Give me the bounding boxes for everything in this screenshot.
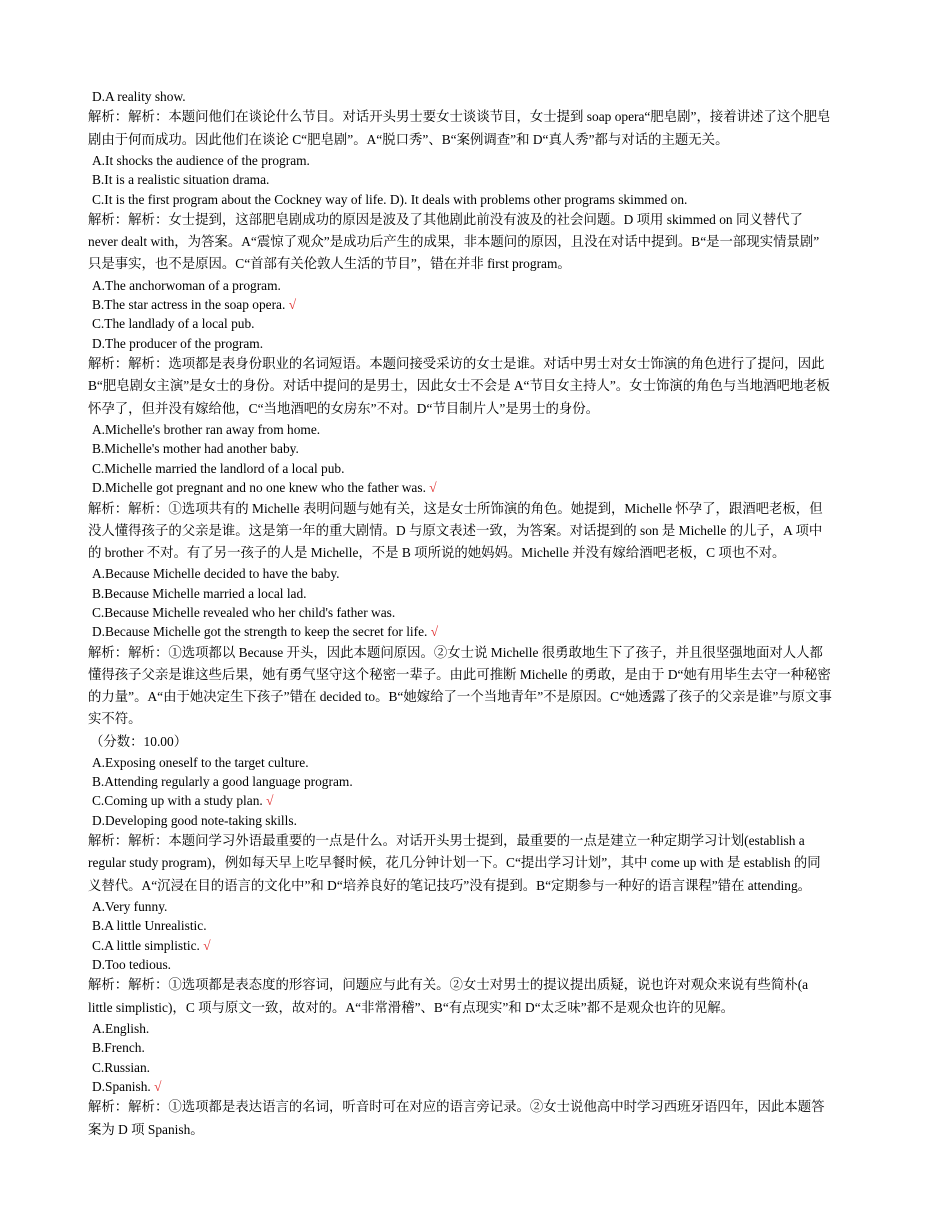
- question-score: （分数：10.00）: [90, 733, 188, 749]
- answer-option: [88, 897, 868, 916]
- correct-check-icon: √: [429, 480, 437, 496]
- option-text: D.A reality show.: [92, 89, 186, 104]
- document-page: [88, 87, 868, 1141]
- analysis-paragraph: [88, 209, 868, 276]
- answer-option: [88, 334, 868, 353]
- option-text: D.Because Michelle got the strength to keep the secret for life.: [92, 624, 428, 640]
- option-text: A.Michelle's brother ran away from home.: [92, 421, 321, 437]
- answer-option: [88, 151, 868, 170]
- analysis-line: 的力量”。A“由于她决定生下孩子”错在 decided to。B“她嫁给了一个当地青年”不是原因。C“她透露了孩子的父亲是谁”与原文事: [88, 689, 832, 705]
- answer-option: [88, 936, 868, 955]
- answer-option: [88, 170, 868, 189]
- analysis-line: 剧由于何而成功。因此他们在谈论 C“肥皂剧”。A“脱口秀”、B“案例调查”和 D“真人秀”都与对话的主题无关。: [88, 131, 729, 147]
- analysis-paragraph: [88, 353, 868, 420]
- option-text: A.Exposing oneself to the target culture.: [92, 754, 309, 770]
- answer-option: [88, 603, 868, 622]
- answer-option: [88, 190, 868, 209]
- answer-option: [88, 916, 868, 935]
- analysis-line: 解析：解析：本题问学习外语最重要的一点是什么。对话开头男士提到，最重要的一点是建立一种定期学习计划(establish a: [88, 833, 805, 849]
- answer-option: [88, 87, 868, 106]
- analysis-line: 解析：解析：①选项都是表达语言的名词，听音时可在对应的语言旁记录。②女士说他高中时学习西班牙语四年，因此本题答: [88, 1099, 825, 1115]
- option-text: D.Developing good note-taking skills.: [92, 812, 297, 828]
- answer-option: [88, 1077, 868, 1096]
- option-text: B.It is a realistic situation drama.: [92, 172, 270, 188]
- option-text: C.The landlady of a local pub.: [92, 316, 255, 332]
- answer-option: [88, 420, 868, 439]
- option-text: B.Attending regularly a good language program.: [92, 773, 353, 789]
- option-text: C.Michelle married the landlord of a local pub.: [92, 460, 345, 476]
- answer-option: [88, 791, 868, 810]
- correct-check-icon: √: [266, 793, 274, 809]
- correct-check-icon: √: [203, 937, 211, 953]
- answer-option: [88, 439, 868, 458]
- analysis-line: 解析：解析：女士提到，这部肥皂剧成功的原因是波及了其他剧此前没有波及的社会问题。D 项用 skimmed on 同义替代了: [88, 212, 803, 228]
- option-text: A.It shocks the audience of the program.: [92, 152, 310, 168]
- correct-check-icon: √: [430, 624, 439, 640]
- analysis-line: 解析：解析：①选项共有的 Michelle 表明问题与她有关，这是女士所饰演的角色。她提到，Michelle 怀孕了，跟酒吧老板，但: [88, 500, 823, 516]
- option-text: B.A little Unrealistic.: [92, 918, 207, 934]
- analysis-line: 怀孕了，但并没有嫁给他，C“当地酒吧的女房东”不对。D“节目制片人”是男士的身份。: [88, 400, 600, 416]
- analysis-line: 解析：解析：选项都是表身份职业的名词短语。本题问接受采访的女士是谁。对话中男士对女士饰演的角色进行了提问，因此: [88, 356, 825, 372]
- analysis-line: 懂得孩子父亲是谁这些后果，她有勇气坚守这个秘密一辈子。由此可推断 Michelle 的勇敢，是由于 D“她有用毕生去守一种秘密: [88, 666, 831, 682]
- option-text: D.Michelle got pregnant and no one knew who the father was.: [92, 480, 426, 496]
- analysis-line: 义替代。A“沉浸在目的语言的文化中”和 D“培养良好的笔记技巧”没有提到。B“定期参与一种好的语言课程”错在 attending。: [88, 877, 812, 893]
- option-text: A.Because Michelle decided to have the baby.: [92, 566, 340, 582]
- analysis-line: 解析：解析：①选项都以 Because 开头，因此本题问原因。②女士说 Michelle 很勇敢地生下了孩子，并且很坚强地面对人人都: [88, 644, 823, 660]
- analysis-paragraph: [88, 1096, 868, 1140]
- analysis-paragraph: [88, 106, 868, 150]
- option-text: A.Very funny.: [92, 898, 168, 914]
- option-text: A.English.: [92, 1020, 150, 1036]
- answer-option: [88, 295, 868, 314]
- analysis-line: 的 brother 不对。有了另一孩子的人是 Michelle，不是 B 项所说的她妈妈。Michelle 并没有嫁给酒吧老板，C 项也不对。: [88, 544, 786, 560]
- correct-check-icon: √: [154, 1079, 162, 1095]
- option-text: C.Because Michelle revealed who her child's father was.: [92, 604, 396, 620]
- analysis-line: never dealt with，为答案。A“震惊了观众”是成功后产生的成果，非本题问的原因，且没在对话中提到。B“是一部现实情景剧”: [88, 234, 820, 250]
- answer-option: [88, 753, 868, 772]
- option-text: C.Coming up with a study plan.: [92, 793, 263, 809]
- option-text: C.A little simplistic.: [92, 937, 200, 953]
- answer-option: [88, 459, 868, 478]
- option-text: D.Spanish.: [92, 1079, 151, 1095]
- answer-option: [88, 772, 868, 791]
- answer-option: [88, 622, 868, 641]
- answer-option: [88, 1019, 868, 1038]
- option-text: B.The star actress in the soap opera.: [92, 297, 286, 313]
- analysis-paragraph: [88, 642, 868, 731]
- option-text: B.Michelle's mother had another baby.: [92, 441, 299, 457]
- answer-option: [88, 564, 868, 583]
- answer-option: [88, 314, 868, 333]
- option-text: C.Russian.: [92, 1059, 151, 1075]
- option-text: C.It is the first program about the Cockney way of life. D). It deals with problems other programs skimmed on.: [92, 191, 688, 207]
- answer-option: [88, 584, 868, 603]
- analysis-line: 案为 D 项 Spanish。: [88, 1121, 204, 1137]
- answer-option: [88, 1058, 868, 1077]
- analysis-line: 实不符。: [88, 711, 142, 727]
- option-text: D.Too tedious.: [92, 957, 172, 972]
- analysis-paragraph: [88, 830, 868, 897]
- option-text: B.Because Michelle married a local lad.: [92, 585, 307, 601]
- answer-option: [88, 478, 868, 497]
- option-text: D.The producer of the program.: [92, 335, 264, 351]
- option-text: A.The anchorwoman of a program.: [92, 277, 281, 293]
- answer-option: [88, 811, 868, 830]
- analysis-line: 解析：解析：①选项都是表态度的形容词，问题应与此有关。②女士对男士的提议提出质疑，说也许对观众来说有些简朴(a: [88, 977, 809, 993]
- answer-option: [88, 276, 868, 295]
- analysis-paragraph: [88, 974, 868, 1018]
- analysis-line: 只是事实，也不是原因。C“首部有关伦敦人生活的节目”，错在并非 first program。: [88, 256, 571, 272]
- analysis-line: regular study program)，例如每天早上吃早餐时候，花几分钟计划一下。C“提出学习计划”，其中 come up with 是 establish 的同: [88, 855, 821, 871]
- analysis-paragraph: [88, 498, 868, 565]
- analysis-line: B“肥皂剧女主演”是女士的身份。对话中提问的是男士，因此女士不会是 A“节目女主持人”。女士饰演的角色与当地酒吧地老板: [88, 378, 831, 394]
- analysis-line: 解析：解析：本题问他们在谈论什么节目。对话开头男士要女士谈谈节目，女士提到 soap opera“肥皂剧”，接着讲述了这个肥皂: [88, 109, 831, 125]
- analysis-line: 没人懂得孩子的父亲是谁。这是第一年的重大剧情。D 与原文表述一致，为答案。对话提到的 son 是 Michelle 的儿子，A 项中: [88, 522, 823, 538]
- answer-option: [88, 955, 868, 974]
- answer-option: [88, 1038, 868, 1057]
- correct-check-icon: √: [288, 297, 297, 313]
- analysis-line: little simplistic)，C 项与原文一致，故对的。A“非常滑稽”、B“有点现实”和 D“太乏味”都不是观众也许的见解。: [88, 999, 735, 1015]
- option-text: B.French.: [92, 1040, 145, 1056]
